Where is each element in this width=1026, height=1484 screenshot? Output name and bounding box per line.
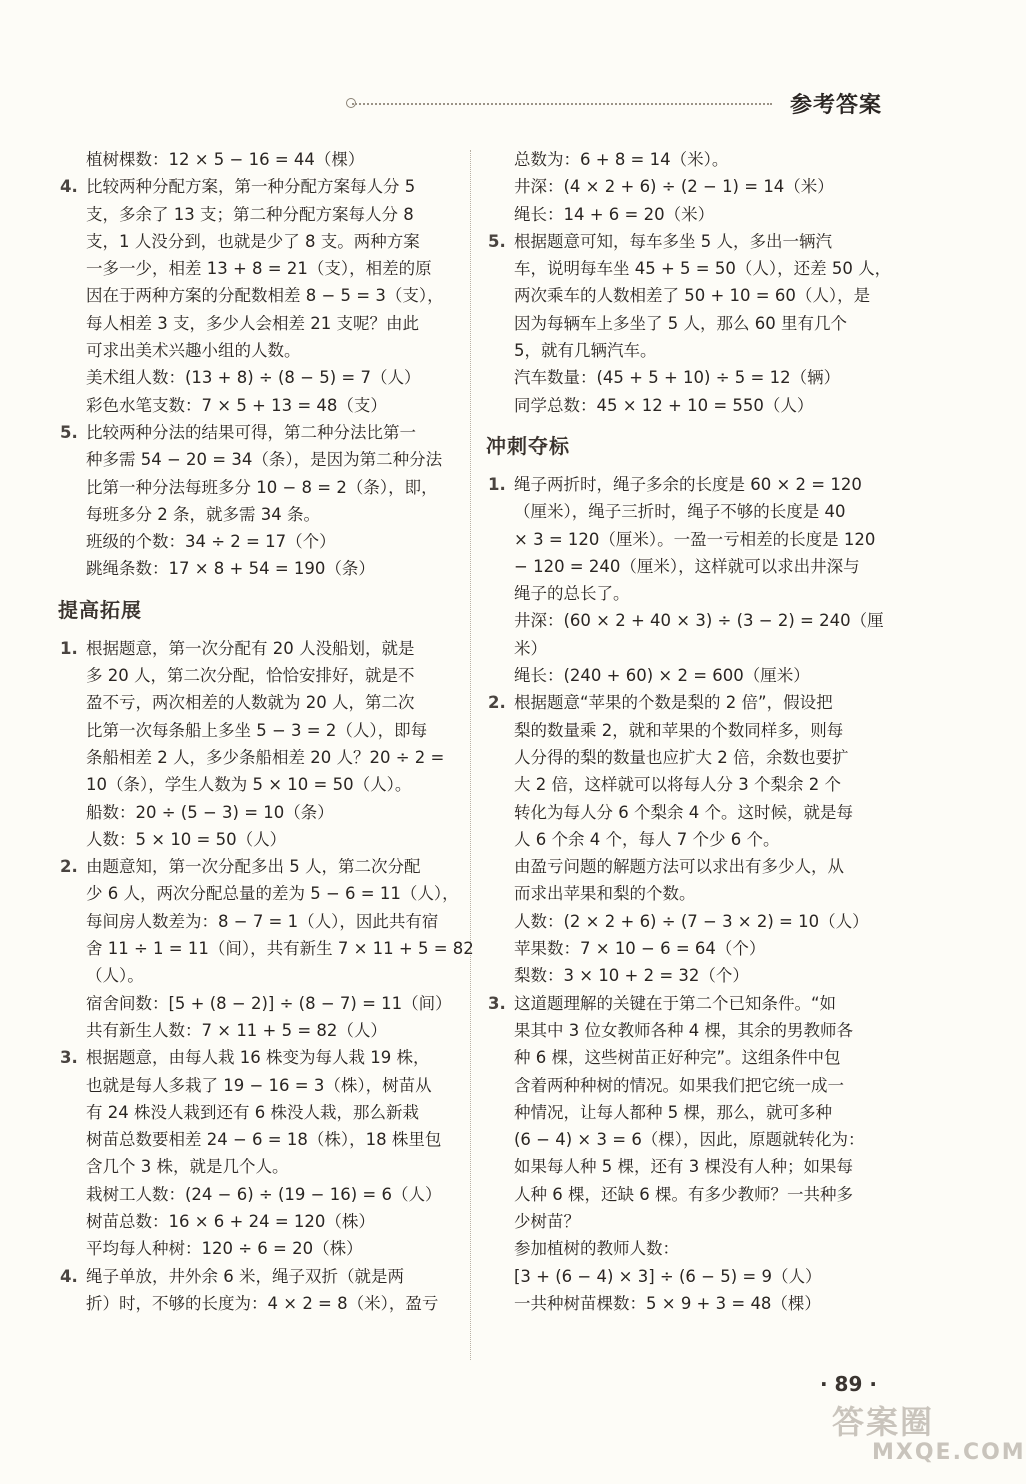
answer-text: 根据题意，由每人栽 16 株变为每人栽 19 株， bbox=[86, 1048, 430, 1068]
section-title: 提高拓展 bbox=[58, 597, 142, 622]
answer-line: − 120 = 240（厘米），这样就可以求出井深与 bbox=[514, 556, 860, 576]
answer-line: 井深：(60 × 2 + 40 × 3) ÷ (3 − 2) = 240（厘 bbox=[514, 611, 884, 631]
answer-line: 条船相差 2 人，多少条船相差 20 人？20 ÷ 2 = bbox=[86, 747, 445, 767]
answer-text: 根据题意可知，每车多坐 5 人，多出一辆汽 bbox=[514, 231, 832, 251]
answer-line: 苹果数：7 × 10 − 6 = 64（个） bbox=[514, 939, 766, 959]
answer-line bbox=[58, 419, 454, 446]
answer-line bbox=[58, 635, 454, 662]
intro-line: 绳长：14 + 6 = 20（米） bbox=[514, 204, 715, 224]
answer-line: 人数：5 × 10 = 50（人） bbox=[86, 829, 287, 849]
item-number: 1. bbox=[60, 638, 78, 658]
answer-item bbox=[58, 173, 454, 419]
answer-line: 每人相差 3 支，多少人会相差 21 支呢？由此 bbox=[86, 313, 419, 333]
answer-item bbox=[486, 689, 886, 989]
answer-line: 少树苗？ bbox=[514, 1211, 580, 1231]
answer-line: 栽树工人数：(24 − 6) ÷ (19 − 16) = 6（人） bbox=[86, 1184, 442, 1204]
answer-line: 而求出苹果和梨的个数。 bbox=[514, 884, 696, 904]
answer-line: 支，多余了 13 支；第二种分配方案每人分 8 bbox=[86, 204, 414, 224]
answer-line: 舍 11 ÷ 1 = 11（间），共有新生 7 × 11 + 5 = 82 bbox=[86, 939, 474, 959]
answer-line: 因在于两种方案的分配数相差 8 − 5 = 3（支）， bbox=[86, 286, 444, 306]
answer-line: 5，就有几辆汽车。 bbox=[514, 341, 657, 361]
answer-line: 如果每人种 5 棵，还有 3 棵没有人种；如果每 bbox=[514, 1157, 853, 1177]
section-title: 冲刺夺标 bbox=[486, 433, 570, 458]
answer-line: 车，说明每车坐 45 + 5 = 50（人），还差 50 人， bbox=[514, 259, 892, 279]
answer-text: 比较两种分法的结果可得，第二种分法比第一 bbox=[86, 422, 416, 442]
item-number: 1. bbox=[488, 474, 506, 494]
answer-line: 比第一次每条船上多坐 5 − 3 = 2（人），即每 bbox=[86, 720, 428, 740]
answer-line: 汽车数量：(45 + 5 + 10) ÷ 5 = 12（辆） bbox=[514, 368, 841, 388]
answer-line: 转化为每人分 6 个梨余 4 个。这时候，就是每 bbox=[514, 802, 853, 822]
item-number: 3. bbox=[488, 993, 506, 1013]
answer-line bbox=[486, 689, 886, 716]
intro-line: 井深：(4 × 2 + 6) ÷ (2 − 1) = 14（米） bbox=[514, 177, 834, 197]
answer-text: 根据题意，第一次分配有 20 人没船划，就是 bbox=[86, 638, 415, 658]
answer-line: 美术组人数：(13 + 8) ÷ (8 − 5) = 7（人） bbox=[86, 368, 421, 388]
answer-item bbox=[486, 990, 886, 1318]
answer-line: 宿舍间数：[5 + (8 − 2)] ÷ (8 − 7) = 11（间） bbox=[86, 993, 452, 1013]
answer-text: 由题意知，第一次分配多出 5 人，第二次分配 bbox=[86, 857, 421, 877]
answer-line: 有 24 株没人栽到还有 6 株没人栽，那么新栽 bbox=[86, 1102, 419, 1122]
answer-text: 绳子单放，井外余 6 米，绳子双折（就是两 bbox=[86, 1266, 404, 1286]
answer-line: 含着两种种树的情况。如果我们把它统一成一 bbox=[514, 1075, 844, 1095]
answer-line: 多 20 人，第二次分配，恰恰安排好，就是不 bbox=[86, 666, 415, 686]
intro-line: 总数为：6 + 8 = 14（米）。 bbox=[514, 150, 729, 169]
answer-line: (6 − 4) × 3 = 6（棵），因此，原题就转化为： bbox=[514, 1130, 865, 1150]
answer-line: 每班多分 2 条，就多需 34 条。 bbox=[86, 504, 320, 524]
answer-line: 绳子的总长了。 bbox=[514, 584, 630, 604]
answer-line: 10（条），学生人数为 5 × 10 = 50（人）。 bbox=[86, 775, 412, 795]
answer-line: 彩色水笔支数：7 × 5 + 13 = 48（支） bbox=[86, 395, 387, 415]
answer-line: 种 6 棵，这些树苗正好种完”。这组条件中包 bbox=[514, 1048, 841, 1068]
answer-line bbox=[486, 228, 886, 255]
answer-line: 也就是每人多栽了 19 − 16 = 3（株），树苗从 bbox=[86, 1075, 432, 1095]
answer-line: 果其中 3 位女教师各种 4 棵，其余的男教师各 bbox=[514, 1020, 853, 1040]
item-number: 2. bbox=[488, 693, 506, 713]
answer-line: 一多一少，相差 13 + 8 = 21（支），相差的原 bbox=[86, 259, 432, 279]
answer-line: 米） bbox=[514, 638, 547, 658]
answer-line: 同学总数：45 × 12 + 10 = 550（人） bbox=[514, 395, 814, 415]
right-column bbox=[486, 146, 892, 1317]
answer-item bbox=[486, 471, 886, 689]
answer-line: 每间房人数差为：8 − 7 = 1（人），因此共有宿 bbox=[86, 911, 439, 931]
answer-line: 平均每人种树：120 ÷ 6 = 20（株） bbox=[86, 1239, 363, 1259]
answer-line: 支，1 人没分到，也就是少了 8 支。两种方案 bbox=[86, 231, 420, 251]
answer-line: 两次乘车的人数相差了 50 + 10 = 60（人），是 bbox=[514, 286, 871, 306]
answer-item bbox=[58, 1044, 454, 1262]
answer-text: 根据题意“苹果的个数是梨的 2 倍”，假设把 bbox=[514, 693, 833, 713]
answer-line bbox=[486, 990, 886, 1017]
answer-line: 绳长：(240 + 60) × 2 = 600（厘米） bbox=[514, 666, 810, 686]
item-number: 4. bbox=[60, 1266, 78, 1286]
answer-line bbox=[58, 1044, 454, 1071]
answer-line bbox=[58, 853, 454, 880]
answer-line: × 3 = 120（厘米）。一盈一亏相差的长度是 120 bbox=[514, 529, 876, 549]
answer-line: [3 + (6 − 4) × 3] ÷ (6 − 5) = 9（人） bbox=[514, 1266, 822, 1286]
answer-line: 跳绳条数：17 × 8 + 54 = 190（条） bbox=[86, 559, 375, 579]
answer-line: 树苗总数要相差 24 − 6 = 18（株），18 株里包 bbox=[86, 1130, 442, 1150]
watermark-logo bbox=[832, 1403, 1026, 1474]
answer-text: 绳子两折时，绳子多余的长度是 60 × 2 = 120 bbox=[514, 474, 862, 494]
answer-item bbox=[58, 853, 474, 1044]
answer-line bbox=[58, 1263, 454, 1290]
answer-line: 含几个 3 株，就是几个人。 bbox=[86, 1157, 289, 1177]
intro-line: 植树棵数：12 × 5 − 16 = 44（棵） bbox=[86, 150, 365, 169]
answer-line: 人 6 个余 4 个，每人 7 个少 6 个。 bbox=[514, 829, 780, 849]
answer-line: 折）时，不够的长度为：4 × 2 = 8（米），盈亏 bbox=[86, 1293, 439, 1313]
item-number: 2. bbox=[60, 857, 78, 877]
answer-line: 班级的个数：34 ÷ 2 = 17（个） bbox=[86, 532, 336, 552]
answer-line: （厘米），绳子三折时，绳子不够的长度是 40 bbox=[514, 502, 846, 522]
answer-line: 可求出美术兴趣小组的人数。 bbox=[86, 341, 301, 361]
answer-line: 树苗总数：16 × 6 + 24 = 120（株） bbox=[86, 1211, 375, 1231]
page-number: · 89 · bbox=[820, 1372, 877, 1396]
watermark-top-text: 答案圈 bbox=[832, 1403, 935, 1441]
answer-line: 参加植树的教师人数： bbox=[514, 1239, 679, 1259]
item-number: 3. bbox=[60, 1048, 78, 1068]
answer-line: 比第一种分法每班多分 10 − 8 = 2（条），即， bbox=[86, 477, 438, 497]
answer-line: 由盈亏问题的解题方法可以求出有多少人，从 bbox=[514, 857, 844, 877]
answer-text: 这道题理解的关键在于第二个已知条件。“如 bbox=[514, 993, 837, 1013]
header-dotted-rule bbox=[352, 103, 772, 105]
column-divider bbox=[470, 150, 471, 1360]
answer-line bbox=[58, 173, 454, 200]
answer-line: 梨数：3 × 10 + 2 = 32（个） bbox=[514, 966, 749, 986]
item-number: 4. bbox=[60, 177, 78, 197]
answer-line: 种情况，让每人都种 5 棵，那么，就可多种 bbox=[514, 1102, 832, 1122]
left-column bbox=[58, 146, 474, 1317]
answer-line bbox=[486, 471, 886, 498]
answer-line: 大 2 倍，这样就可以将每人分 3 个梨余 2 个 bbox=[514, 775, 841, 795]
item-number: 5. bbox=[488, 231, 506, 251]
answer-line: 共有新生人数：7 × 11 + 5 = 82（人） bbox=[86, 1020, 387, 1040]
answer-line: 人分得的梨的数量也应扩大 2 倍，余数也要扩 bbox=[514, 747, 849, 767]
answer-line: 一共种树苗棵数：5 × 9 + 3 = 48（棵） bbox=[514, 1293, 821, 1313]
answer-line: 梨的数量乘 2，就和苹果的个数同样多，则每 bbox=[514, 720, 844, 740]
item-number: 5. bbox=[60, 422, 78, 442]
answer-text: 比较两种分配方案，第一种分配方案每人分 5 bbox=[86, 177, 416, 197]
answer-item bbox=[58, 419, 454, 583]
answer-line: 少 6 人，两次分配总量的差为 5 − 6 = 11（人）， bbox=[86, 884, 459, 904]
answer-item bbox=[58, 635, 454, 853]
answer-item bbox=[58, 1263, 454, 1318]
answer-line: 人数：(2 × 2 + 6) ÷ (7 − 3 × 2) = 10（人） bbox=[514, 911, 869, 931]
answer-line: 因为每辆车上多坐了 5 人，那么 60 里有几个 bbox=[514, 313, 847, 333]
answer-line: 人种 6 棵，还缺 6 棵。有多少教师？一共种多 bbox=[514, 1184, 853, 1204]
answer-line: 盈不亏，两次相差的人数就为 20 人，第二次 bbox=[86, 693, 415, 713]
header-title: 参考答案 bbox=[790, 93, 883, 118]
watermark-bottom-text: MXQE.COM bbox=[872, 1440, 1026, 1465]
answer-line: 船数：20 ÷ (5 − 3) = 10（条） bbox=[86, 802, 334, 822]
answer-item bbox=[486, 228, 892, 419]
answer-line: 种多需 54 − 20 = 34（条），是因为第二种分法 bbox=[86, 450, 443, 470]
answer-line: （人）。 bbox=[86, 966, 144, 986]
